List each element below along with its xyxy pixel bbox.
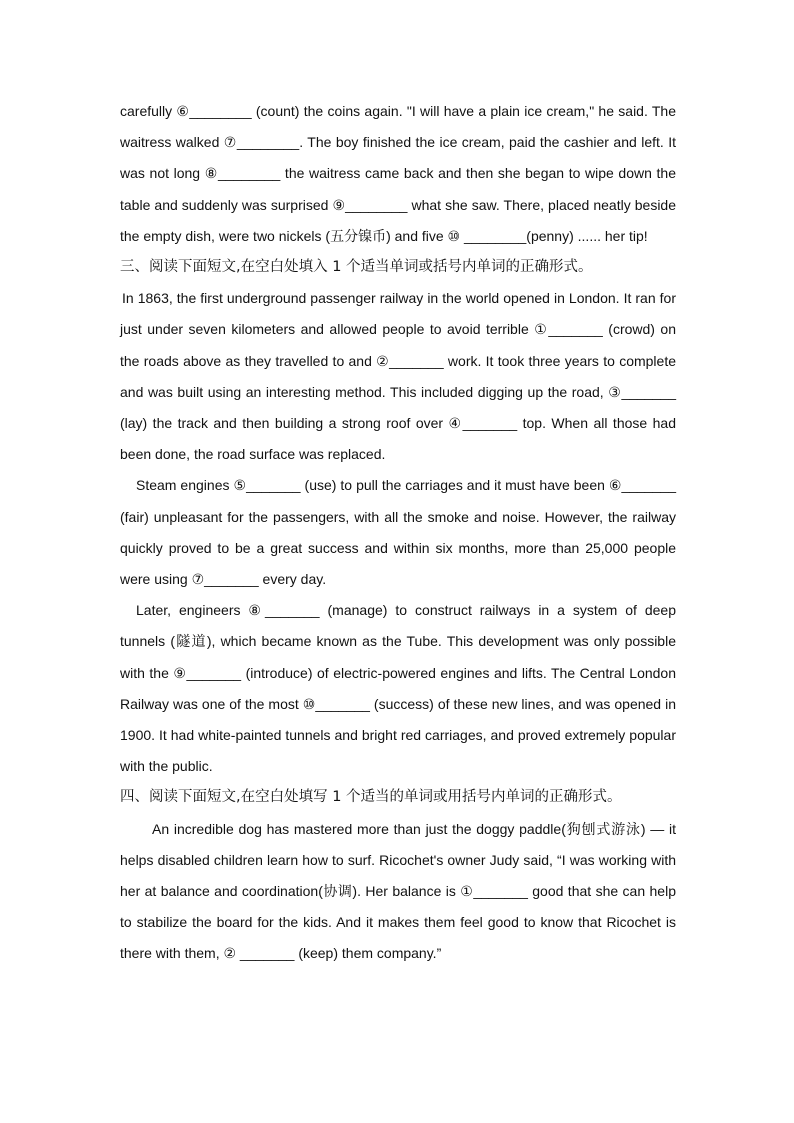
section-three-paragraph-1: In 1863, the first underground passenger railway in the world opened in London. It ran for just under seven kilometers and allowed people to avoid terrible ①_______ (crowd) on the roads above as they travelled to and ②_______ work. It took three years to complete and was built using an interesting method. This included digging up the road, ③_______ (lay) the track and then building a strong roof over ④_______ top. When all those had been done, the road surface was replaced. xyxy=(120,290,676,463)
section-four-heading: 四、阅读下面短文,在空白处填写 1 个适当的单词或用括号内单词的正确形式。 xyxy=(120,789,622,806)
section-four-paragraph-1: An incredible dog has mastered more than just the doggy paddle(狗刨式游泳) — it helps disabled children learn how to surf. Ricochet's owner Judy said, “I was working with her at balance and coordination(协调). Her balance is ①_______ good that she can help to stabilize the board for the kids. And it makes them feel good to know that Ricochet is there with them, ② _______ (keep) them company.” xyxy=(120,820,676,962)
section-three-paragraph-2: Steam engines ⑤_______ (use) to pull the carriages and it must have been ⑥_______ (fair) unpleasant for the passengers, with all the smoke and noise. However, the railway quickly proved to be a great success and within six months, more than 25,000 people were using ⑦_______ every day. xyxy=(120,477,676,588)
document-page xyxy=(120,96,676,970)
section-three-heading: 三、阅读下面短文,在空白处填入 1 个适当单词或括号内单词的正确形式。 xyxy=(120,259,593,276)
passage-continued-paragraph: carefully ⑥________ (count) the coins again. "I will have a plain ice cream," he said. The waitress walked ⑦________. The boy finished the ice cream, paid the cashier and left. It was not long ⑧________ the waitress came back and then she began to wipe down the table and suddenly was surprised ⑨________ what she saw. There, placed neatly beside the empty dish, were two nickels (五分镍币) and five ⑩ ________(penny) ...... her tip! xyxy=(120,103,676,244)
section-three-paragraph-3: Later, engineers ⑧_______ (manage) to construct railways in a system of deep tunnels (隧道), which became known as the Tube. This development was only possible with the ⑨_______ (introduce) of electric-powered engines and lifts. The Central London Railway was one of the most ⑩_______ (success) of these new lines, and was opened in 1900. It had white-painted tunnels and bright red carriages, and proved extremely popular with the public. xyxy=(120,602,676,775)
